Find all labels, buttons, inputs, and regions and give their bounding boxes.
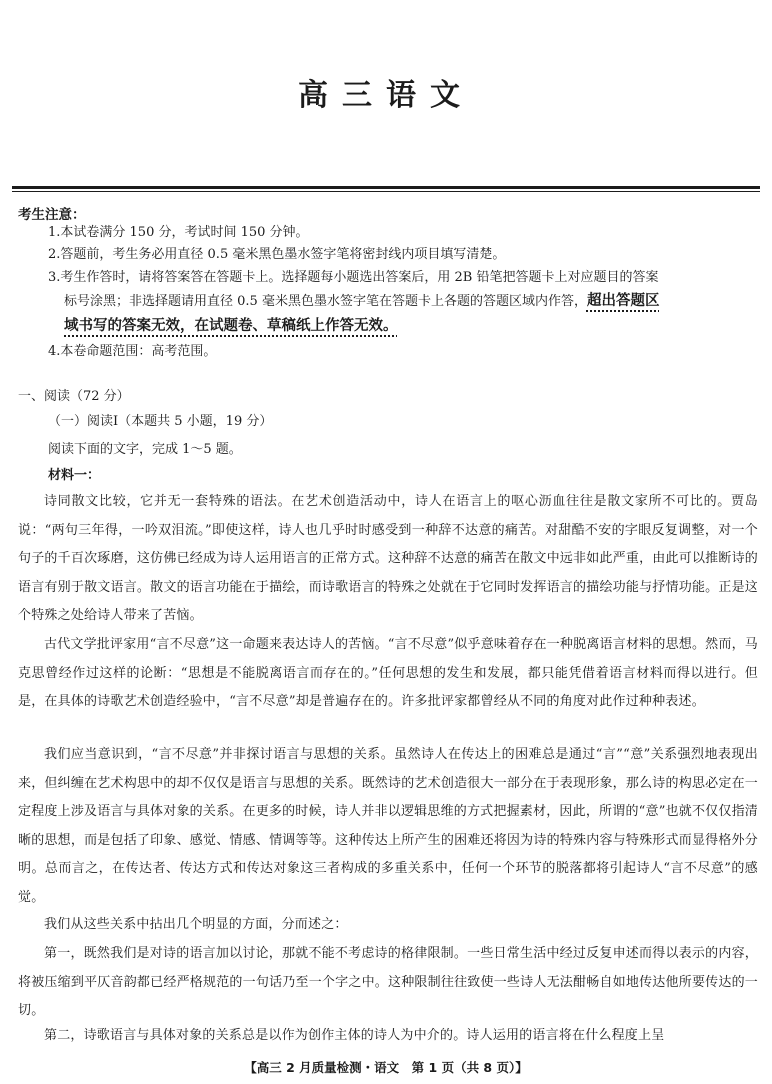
notice-item-1: 1.本试卷满分 150 分，考试时间 150 分钟。 <box>48 225 309 240</box>
section-heading: 一、阅读（72 分） <box>18 389 130 404</box>
paragraph: 我们从这些关系中拈出几个明显的方面，分而述之： <box>44 917 348 932</box>
subsection-heading: （一）阅读Ⅰ（本题共 5 小题，19 分） <box>48 414 273 429</box>
notice-item-4: 4.本卷命题范围：高考范围。 <box>48 344 217 359</box>
paragraph: 诗同散文比较，它并无一套特殊的语法。在艺术创造活动中，诗人在语言上的呕心沥血往往是散文家所不可比的。贾岛说：“两句三年得，一吟双泪流。”即使这样，诗人也几乎时时感受到一种辞不达意的痛苦。对甜酷不安的字眼反复调整，对一个句子的千百次琢磨，这仿佛已经成为诗人运用语言的正常方式。这种辞不达意的痛苦在散文中远非如此严重，由此可以推断诗的语言有别于散文语言。散文的语言功能在于描绘，而诗歌语言的特殊之处就在于它同时发挥语言的描绘功能与抒情功能。正是这个特殊之处给诗人带来了苦恼。 <box>18 494 758 624</box>
notice-item-2: 2.答题前，考生务必用直径 0.5 毫米黑色墨水签字笔将密封线内项目填写清楚。 <box>48 247 506 262</box>
paragraph: 第一，既然我们是对诗的语言加以讨论，那就不能不考虑诗的格律限制。一些日常生活中经过反复申述而得以表示的内容，将被压缩到平仄音韵都已经严格规范的一句话乃至一个字之中。这种限制往往致使一些诗人无法酣畅自如地传达他所要传达的一切。 <box>18 946 758 1019</box>
notice-item-3-text: 标号涂黑；非选择题请用直径 0.5 毫米黑色墨水签字笔在答题卡上各题的答题区域内作答， <box>64 294 587 309</box>
header-divider <box>12 186 760 189</box>
material-label: 材料一： <box>48 468 101 483</box>
notice-item-3: 3.考生作答时，请将答案答在答题卡上。选择题每小题选出答案后，用 2B 铅笔把答题卡上对应题目的答案 <box>48 270 659 285</box>
page-title: 高三语文 <box>298 78 474 113</box>
paragraph: 第二，诗歌语言与具体对象的关系总是以作为创作主体的诗人为中介的。诗人运用的语言将在什么程度上呈 <box>44 1028 665 1043</box>
header-divider-thin <box>12 191 760 192</box>
notice-item-3-cont <box>64 291 659 312</box>
notice-emphasis: 超出答题区 <box>586 293 660 309</box>
paragraph: 古代文学批评家用“言不尽意”这一命题来表达诗人的苦恼。“言不尽意”似乎意味着存在一种脱离语言材料的思想。然而，马克思曾经作过这样的论断：“思想是不能脱离语言而存在的。”任何思想的发生和发展，都只能凭借着语言材料而得以进行。但是，在具体的诗歌艺术创造经验中，“言不尽意”却是普遍存在的。许多批评家都曾经从不同的角度对此作过种种表述。 <box>18 637 758 710</box>
notice-emphasis-cont: 域书写的答案无效，在试题卷、草稿纸上作答无效。 <box>64 318 398 334</box>
page-footer: 【高三 2 月质量检测・语文 第 1 页（共 8 页）】 <box>244 1060 528 1075</box>
paragraph: 我们应当意识到，“言不尽意”并非探讨语言与思想的关系。虽然诗人在传达上的困难总是通过“言”“意”关系强烈地表现出来，但纠缠在艺术构思中的却不仅仅是语言与思想的关系。既然诗的艺术创造很大一部分在于表现形象，那么诗的构思必定在一定程度上涉及语言与具体对象的关系。在更多的时候，诗人并非以逻辑思维的方式把握素材，因此，所谓的“意”也就不仅仅指清晰的思想，而是包括了印象、感觉、情感、情调等等。这种传达上所产生的困难还将因为诗的特殊内容与特殊形式而显得格外分明。总而言之，在传达者、传达方式和传达对象这三者构成的多重关系中，任何一个环节的脱落都将引起诗人“言不尽意”的感觉。 <box>18 747 758 905</box>
notice-heading: 考生注意： <box>18 207 86 223</box>
instruction: 阅读下面的文字，完成 1～5 题。 <box>48 442 242 457</box>
